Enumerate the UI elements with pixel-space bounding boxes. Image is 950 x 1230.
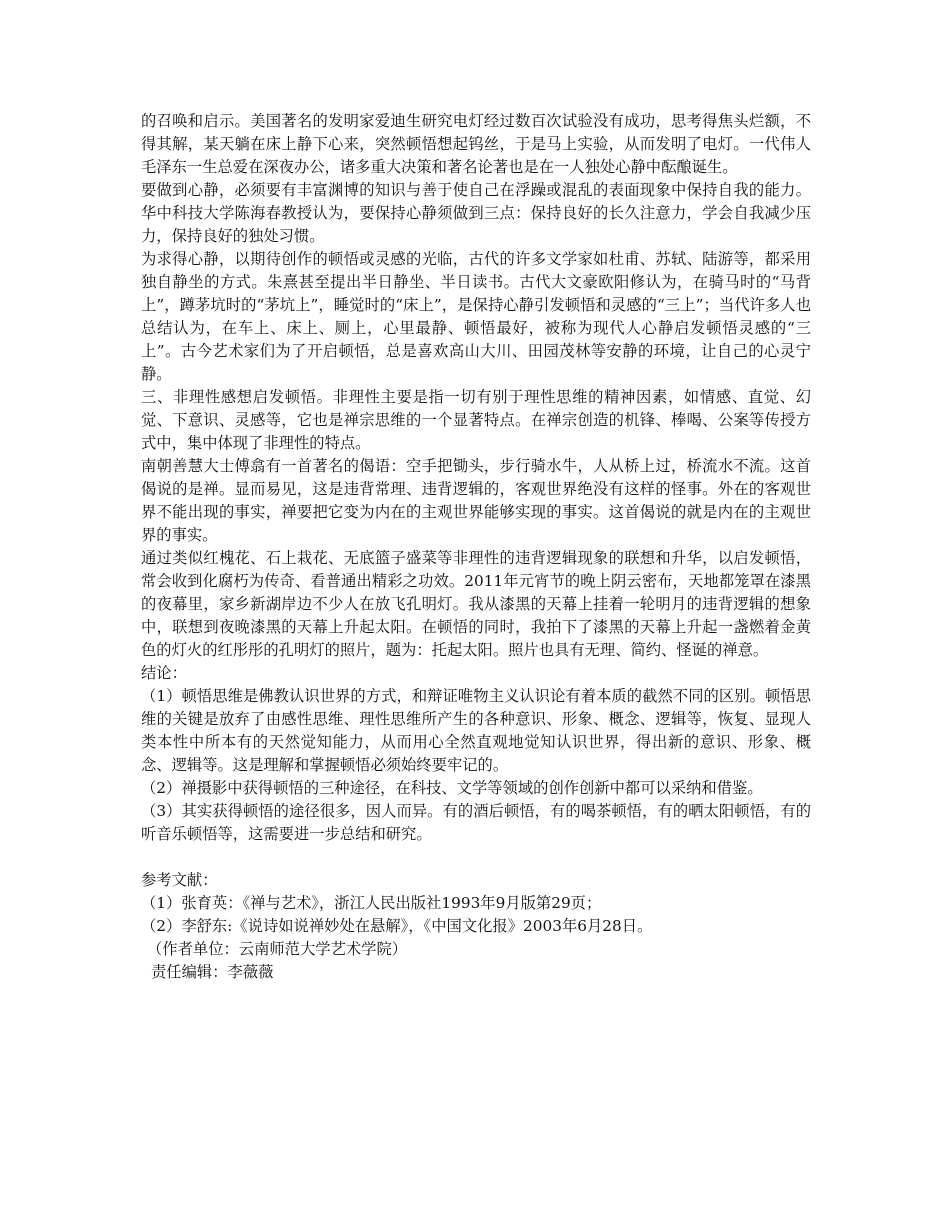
conclusion-item-3: （3）其实获得顿悟的途径很多，因人而异。有的酒后顿悟，有的喝茶顿悟，有的晒太阳顿悟，有的听音乐顿悟等，这需要进一步总结和研究。 [141,802,811,843]
document-page [141,110,811,984]
references-heading: 参考文献： [141,871,218,889]
section-three-paragraph: 三、非理性感想启发顿悟。非理性主要是指一切有别于理性思维的精神因素，如情感、直觉、幻觉、下意识、灵感等，它也是禅宗思维的一个显著特点。在禅宗创造的机锋、棒喝、公案等传授方式中，集中体现了非理性的特点。 [141,388,811,452]
body-paragraph-6: 通过类似红槐花、石上栽花、无底篮子盛菜等非理性的违背逻辑现象的联想和升华，以启发顿悟，常会收到化腐朽为传奇、看普通出精彩之功效。2011年元宵节的晚上阴云密布，天地都笼罩在漆黑的夜幕里，家乡新湖岸边不少人在放飞孔明灯。我从漆黑的天幕上挂着一轮明月的违背逻辑的想象中，联想到夜晚漆黑的天幕上升起太阳。在顿悟的同时，我拍下了漆黑的天幕上升起一盏燃着金黄色的灯火的红彤彤的孔明灯的照片，题为：托起太阳。照片也具有无理、简约、怪诞的禅意。 [141,549,811,659]
editor-credit: 责任编辑：李薇薇 [151,963,274,981]
reference-item-1: （1）张育英：《禅与艺术》，浙江人民出版社1993年9月版第29页； [141,894,602,912]
body-paragraph-1: 的召唤和启示。美国著名的发明家爱迪生研究电灯经过数百次试验没有成功，思考得焦头烂额，不得其解，某天躺在床上静下心来，突然顿悟想起钨丝，于是马上实验，从而发明了电灯。一代伟人毛泽东一生总爱在深夜办公，诸多重大决策和著名论著也是在一人独处心静中酝酿诞生。 [141,112,811,176]
conclusion-item-1: （1）顿悟思维是佛教认识世界的方式，和辩证唯物主义认识论有着本质的截然不同的区别。顿悟思维的关键是放弃了由感性思维、理性思维所产生的各种意识、形象、概念、逻辑等，恢复、显现人类本性中所本有的天然觉知能力，从而用心全然直观地觉知认识世界，得出新的意识、形象、概念、逻辑等。这是理解和掌握顿悟必须始终要牢记的。 [141,687,811,774]
reference-item-2: （2）李舒东:《说诗如说禅妙处在悬解》，《中国文化报》2003年6月28日。 [141,917,653,935]
author-unit: （作者单位：云南师范大学艺术学院） [147,940,408,958]
body-paragraph-3: 为求得心静，以期待创作的顿悟或灵感的光临，古代的许多文学家如杜甫、苏轼、陆游等，都采用独自静坐的方式。朱熹甚至提出半日静坐、半日读书。古代大文豪欧阳修认为，在骑马时的“马背上”，蹲茅坑时的“茅坑上”，睡觉时的“床上”，是保持心静引发顿悟和灵感的“三上”；当代许多人也总结认为，在车上、床上、厕上，心里最静、顿悟最好，被称为现代人心静启发顿悟灵感的“三上”。古今艺术家们为了开启顿悟，总是喜欢高山大川、田园茂林等安静的环境，让自己的心灵宁静。 [141,250,811,383]
body-paragraph-5: 南朝善慧大士傅翕有一首著名的偈语：空手把锄头，步行骑水牛，人从桥上过，桥流水不流。这首偈说的是禅。显而易见，这是违背常理、违背逻辑的，客观世界绝没有这样的怪事。外在的客观世界不能出现的事实，禅要把它变为内在的主观世界能够实现的事实。这首偈说的就是内在的主观世界的事实。 [141,457,811,544]
spacer [141,846,811,869]
conclusion-heading: 结论： [141,664,187,682]
conclusion-item-2: （2）禅摄影中获得顿悟的三种途径，在科技、文学等领域的创作创新中都可以采纳和借鉴。 [141,779,763,797]
body-paragraph-2: 要做到心静，必须要有丰富渊博的知识与善于使自己在浮躁或混乱的表面现象中保持自我的能力。华中科技大学陈海春教授认为，要保持心静须做到三点：保持良好的长久注意力，学会自我减少压力，保持良好的独处习惯。 [141,181,811,245]
